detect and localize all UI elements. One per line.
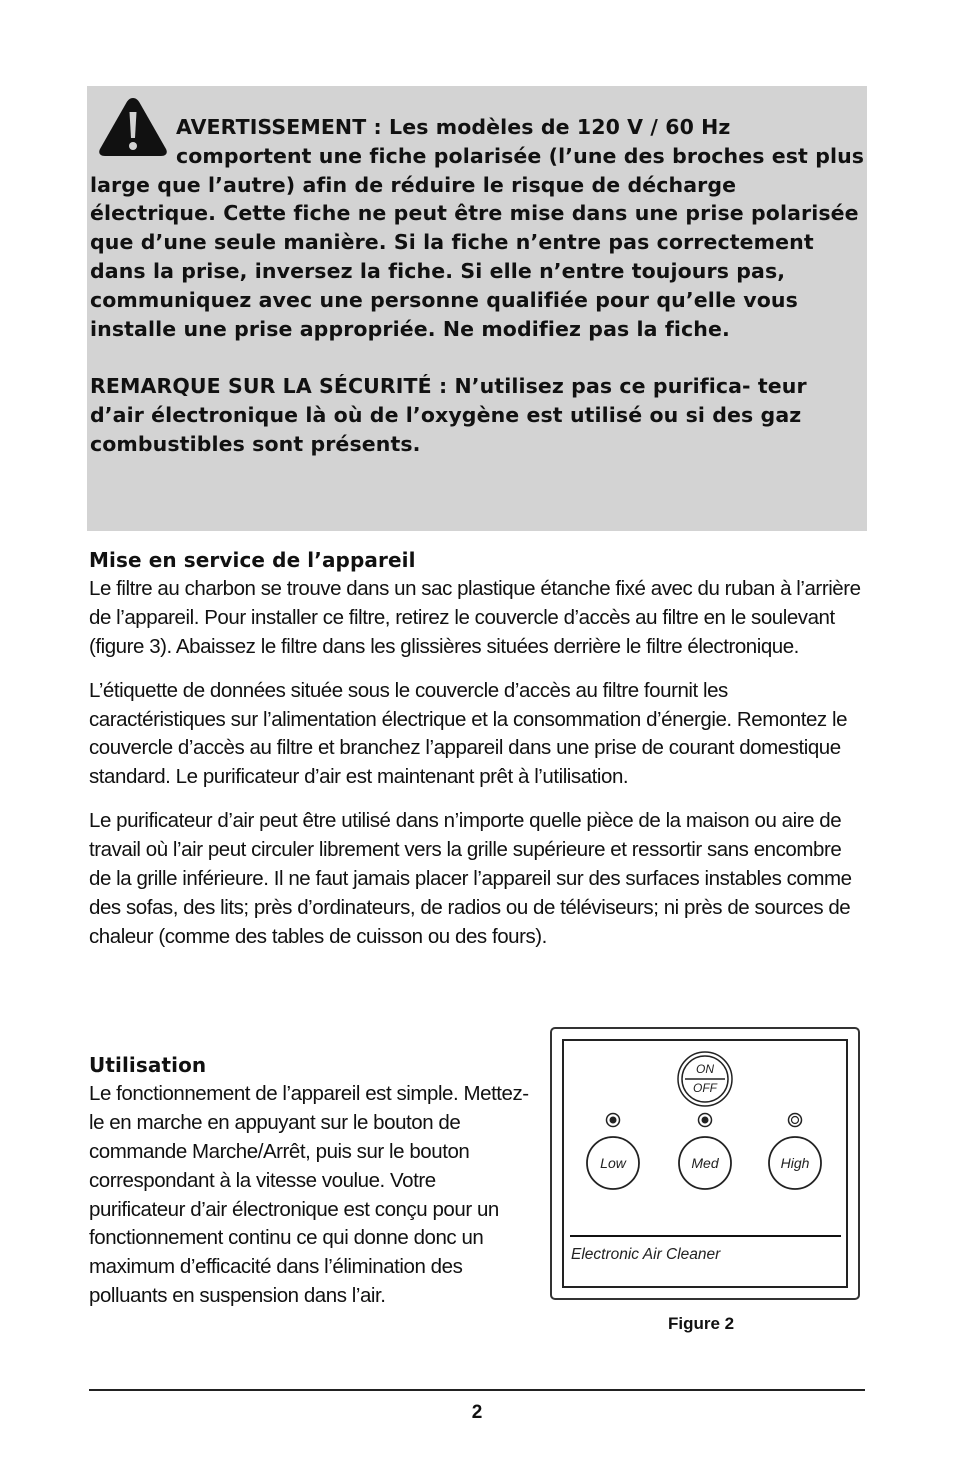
page-number: 2 bbox=[471, 1402, 483, 1423]
setup-heading: Mise en service de l’appareil bbox=[89, 548, 416, 572]
usage-heading: Utilisation bbox=[89, 1053, 207, 1077]
on-label: ON bbox=[696, 1062, 714, 1076]
indicator-light-med bbox=[699, 1114, 712, 1127]
figure-caption: Figure 2 bbox=[668, 1314, 735, 1333]
med-label: Med bbox=[691, 1155, 719, 1171]
setup-paragraph-3: Le purificateur d’air peut être utilisé dans n’importe quelle pièce de la maison ou aire de travail où l’air peut circuler librement vers la grille supérieure et ressortir sans encombre de la grille inférieure. Il ne faut jamais placer l’appareil sur des surfaces instables comme des sofas, des lits; près d’ordinateurs, de radios ou de téléviseurs; ni près de sources de chaleur (comme des tables de cuisson ou des fours). bbox=[89, 809, 852, 948]
warning-box bbox=[87, 86, 867, 531]
footer-rule bbox=[89, 1389, 865, 1391]
off-label: OFF bbox=[693, 1081, 717, 1095]
warning-paragraph: AVERTISSEMENT : Les modèles de 120 V / 60 Hz comportent une fiche polarisée (l’une des broches est plus large que l’autre) afin de réduire le risque de décharge électrique. Cette fiche ne peut être mise dans une prise polarisée que d’une seule manière. Si la fiche n’entre pas correctement dans la prise, inversez la fiche. Si elle n’entre toujours pas, communiquez avec une personne qualifiée pour qu’elle vous installe une prise appropriée. Ne modifiez pas la fiche. bbox=[90, 115, 865, 341]
setup-section bbox=[89, 546, 865, 967]
panel-label: Electronic Air Cleaner bbox=[571, 1246, 721, 1263]
setup-paragraph-2: L’étiquette de données située sous le couvercle d’accès au filtre fournit les caractéristiques sur l’alimentation électrique et la consommation d’énergie. Remontez le couvercle d’accès au filtre et branchez l’appareil dans une prise de courant domestique standard. Le purificateur d’air est maintenant prêt à l’utilisation. bbox=[89, 678, 848, 789]
control-panel-figure bbox=[550, 1027, 860, 1300]
high-label: High bbox=[780, 1155, 810, 1171]
setup-paragraph-1: Le filtre au charbon se trouve dans un sac plastique étanche fixé avec du ruban à l’arrière de l’appareil. Pour installer ce filtre, retirez le couvercle d’accès au filtre en le soulevant (figure 3). Abaissez le filtre dans les glissières situées derrière le filtre électronique. bbox=[89, 576, 861, 658]
low-label: Low bbox=[600, 1155, 626, 1171]
control-panel-drawing bbox=[552, 1029, 858, 1298]
indicator-light-high bbox=[789, 1114, 802, 1127]
indicator-light-low bbox=[607, 1114, 620, 1127]
safety-note-paragraph: REMARQUE SUR LA SÉCURITÉ : N’utilisez pas ce purifica- teur d’air électronique là où de l’oxygène est utilisé ou si des gaz combustibles sont présents. bbox=[90, 374, 807, 456]
usage-section bbox=[89, 1051, 529, 1311]
usage-paragraph: Le fonctionnement de l’appareil est simple. Mettez-le en marche en appuyant sur le bouton de commande Marche/Arrêt, puis sur le bouton correspondant à la vitesse voulue. Votre purificateur d’air électronique est conçu pour un fonctionnement continu ce qui donne donc un maximum d’efficacité dans l’élimination des polluants en suspension dans l’air. bbox=[89, 1081, 529, 1308]
